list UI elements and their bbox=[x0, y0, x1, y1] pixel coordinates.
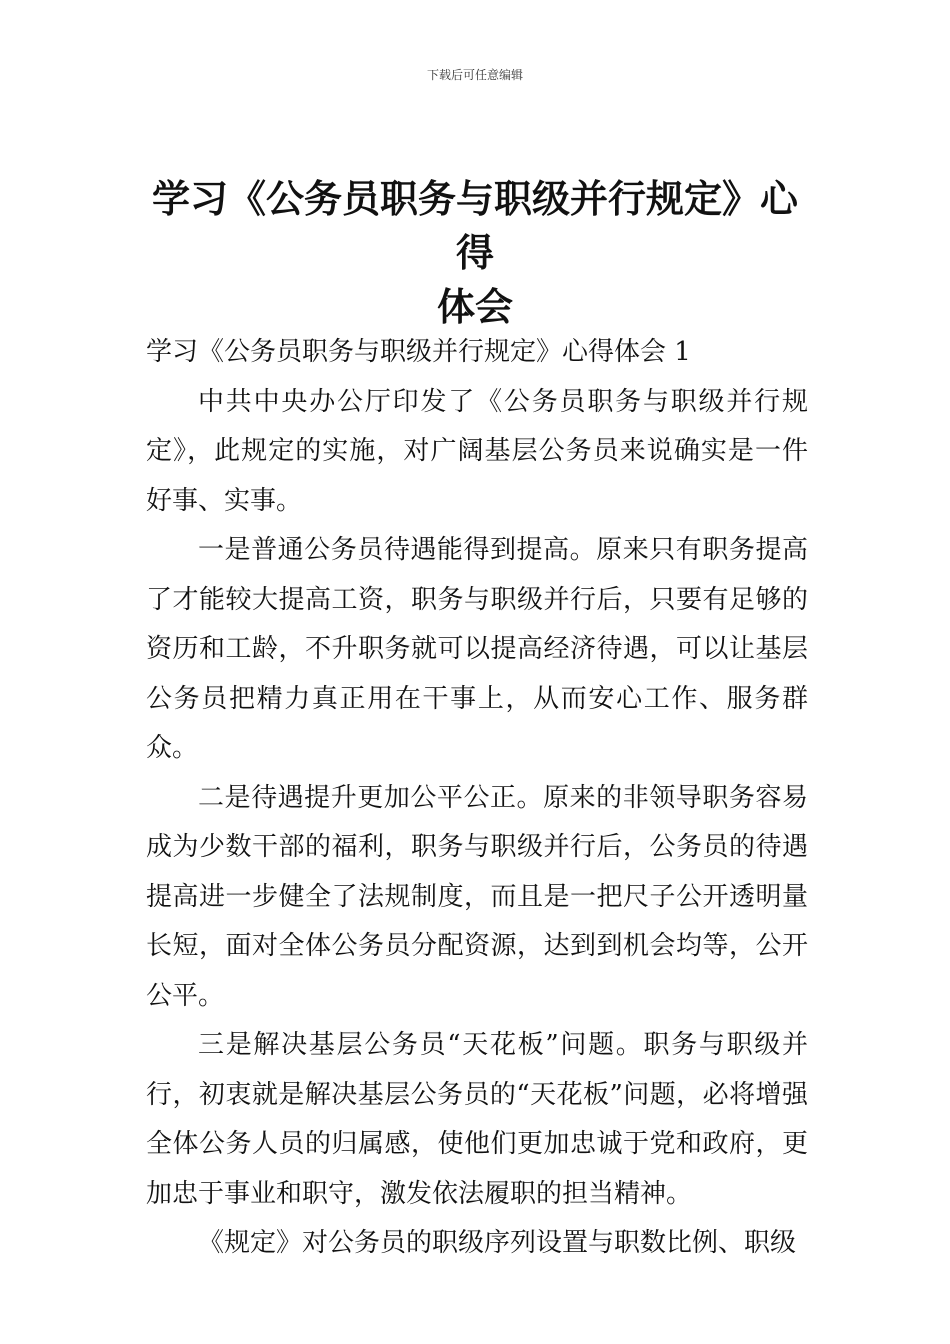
section-subtitle: 学习《公务员职务与职级并行规定》心得体会 1 bbox=[146, 337, 691, 367]
paragraph: 中共中央办公厅印发了《公务员职务与职级并行规定》，此规定的实施，对广阔基层公务员来说确实是一件好事、实事。 bbox=[146, 386, 808, 516]
title-line-1: 学习《公务员职务与职级并行规定》心得 bbox=[151, 177, 798, 275]
paragraph: 三是解决基层公务员“天花板”问题。职务与职级并行，初衷就是解决基层公务员的“天花板”问题，必将增强全体公务人员的归属感，使他们更加忠诚于党和政府，更加忠于事业和职守，激发依法履职的担当精神。 bbox=[146, 1030, 808, 1209]
paragraph: 《规定》对公务员的职级序列设置与职数比例、职级 bbox=[198, 1228, 797, 1258]
paragraph: 二是待遇提升更加公平公正。原来的非领导职务容易成为少数干部的福利，职务与职级并行后，公务员的待遇提高进一步健全了法规制度，而且是一把尺子公开透明量长短，面对全体公务员分配资源，达到到机会均等，公开公平。 bbox=[146, 782, 808, 1011]
title-line-2: 体会 bbox=[436, 285, 513, 329]
paragraph: 一是普通公务员待遇能得到提高。原来只有职务提高了才能较大提高工资，职务与职级并行后，只要有足够的资历和工龄，不升职务就可以提高经济待遇，可以让基层公务员把精力真正用在干事上，从而安心工作、服务群众。 bbox=[146, 535, 808, 763]
header-note: 下载后可任意编辑 bbox=[426, 68, 523, 82]
document-body bbox=[146, 328, 808, 1269]
document-title bbox=[140, 172, 810, 334]
